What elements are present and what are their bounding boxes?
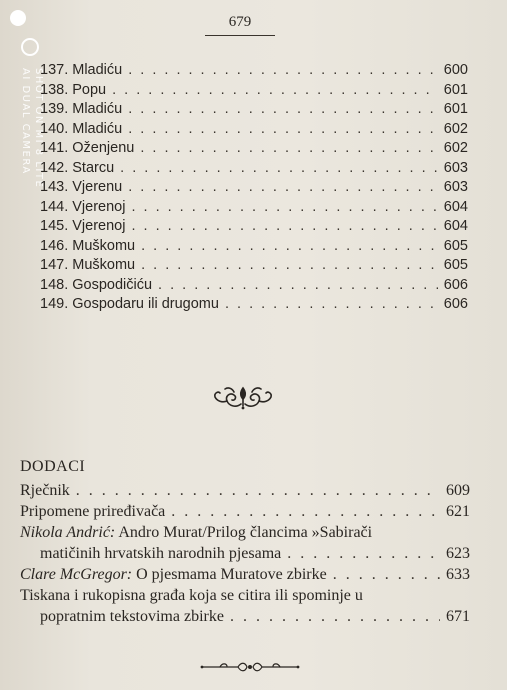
toc-item [40, 121, 468, 141]
toc-item-page: 601 [443, 81, 468, 98]
toc-item-label: 139. Mladiću [40, 101, 123, 117]
toc-item-label: 144. Vjerenoj [40, 198, 126, 215]
toc-item [40, 160, 468, 180]
dot-leader [333, 564, 440, 585]
toc-item-label: 147. Muškomu [40, 257, 136, 273]
toc-item-page: 606 [443, 276, 468, 293]
toc-item [40, 101, 468, 121]
entry-page: 671 [446, 608, 470, 625]
toc-item-label: 149. Gospodaru ili drugomu [40, 296, 219, 312]
dot-leader [128, 62, 438, 78]
appendix-entry [20, 585, 470, 627]
entry-title-line [20, 522, 378, 543]
entry-author: Nikola Andrić: [20, 524, 116, 541]
page-number: 679 [228, 14, 252, 30]
entry-title: Pripomene priređivača [20, 503, 166, 520]
dot-leader [76, 480, 440, 501]
dot-leader [131, 218, 437, 234]
dot-leader [225, 296, 438, 312]
toc-item [40, 277, 468, 297]
watermark-ring-icon [21, 38, 39, 56]
table-of-contents [40, 62, 468, 316]
toc-item-page: 605 [443, 237, 468, 254]
appendix-entry [20, 564, 470, 585]
toc-item-label: 140. Mladiću [40, 120, 123, 137]
watermark-dot-icon [10, 10, 26, 26]
toc-item-page: 603 [443, 159, 468, 176]
dot-leader [171, 501, 440, 522]
dot-leader [128, 121, 438, 137]
entry-title-continued: popratnim tekstovima zbirke [40, 608, 224, 625]
dot-leader [112, 82, 438, 98]
dot-leader [131, 199, 437, 215]
toc-item-page: 605 [443, 257, 468, 273]
entry-title: Tiskana i rukopisna građa koja se citira ili spominje u [20, 587, 363, 604]
toc-item-page: 606 [443, 296, 468, 312]
entry-author: Clare McGregor: [20, 566, 133, 583]
toc-item [40, 238, 468, 258]
floral-ornament-icon [212, 384, 274, 410]
toc-item [40, 296, 468, 316]
toc-item-label: 148. Gospodičiću [40, 276, 153, 293]
toc-item-page: 600 [443, 62, 468, 78]
dot-leader [141, 257, 438, 273]
dot-leader [120, 160, 438, 176]
toc-item-page: 602 [443, 140, 468, 156]
toc-item-label: 138. Popu [40, 81, 107, 98]
dot-leader [128, 179, 438, 195]
entry-page: 609 [446, 482, 470, 499]
toc-item-page: 602 [443, 120, 468, 137]
toc-item [40, 140, 468, 160]
toc-item-label: 141. Oženjenu [40, 140, 135, 156]
dot-leader [287, 543, 440, 564]
toc-item-page: 603 [443, 179, 468, 195]
entry-title: O pjesmama Muratove zbirke [136, 566, 327, 583]
appendix-section [20, 458, 470, 627]
entry-page: 621 [446, 503, 470, 520]
toc-item [40, 218, 468, 238]
dot-leader [141, 238, 438, 254]
toc-item [40, 199, 468, 219]
toc-item-page: 601 [443, 101, 468, 117]
appendix-entry [20, 522, 470, 564]
entry-title-line [20, 564, 333, 585]
watermark-line-1: SHOT ON MI 8 LITE [33, 68, 44, 189]
header-rule [205, 35, 275, 36]
dot-leader [128, 101, 438, 117]
entry-title-continued: matičinih hrvatskih narodnih pjesama [40, 545, 282, 562]
entry-title: Rječnik [20, 482, 70, 499]
toc-item [40, 179, 468, 199]
toc-item [40, 62, 468, 82]
toc-item [40, 257, 468, 277]
entry-page: 633 [446, 566, 470, 583]
toc-item [40, 82, 468, 102]
toc-item-label: 143. Vjerenu [40, 179, 123, 195]
toc-item-page: 604 [443, 218, 468, 234]
appendix-entry [20, 480, 470, 501]
dot-leader [158, 277, 438, 293]
vine-divider-icon [200, 660, 300, 674]
dot-leader [230, 606, 440, 627]
watermark-line-2: AI DUAL CAMERA [20, 68, 31, 175]
toc-item-label: 145. Vjerenoj [40, 218, 126, 234]
entry-page: 623 [446, 545, 470, 562]
entry-title: Andro Murat/Prilog člancima »Sabirači [118, 524, 373, 541]
dot-leader [140, 140, 437, 156]
section-title: DODACI [20, 458, 86, 475]
toc-item-label: 142. Starcu [40, 159, 115, 176]
toc-item-label: 146. Muškomu [40, 237, 136, 254]
toc-item-label: 137. Mladiću [40, 62, 123, 78]
toc-item-page: 604 [443, 198, 468, 215]
appendix-entry [20, 501, 470, 522]
